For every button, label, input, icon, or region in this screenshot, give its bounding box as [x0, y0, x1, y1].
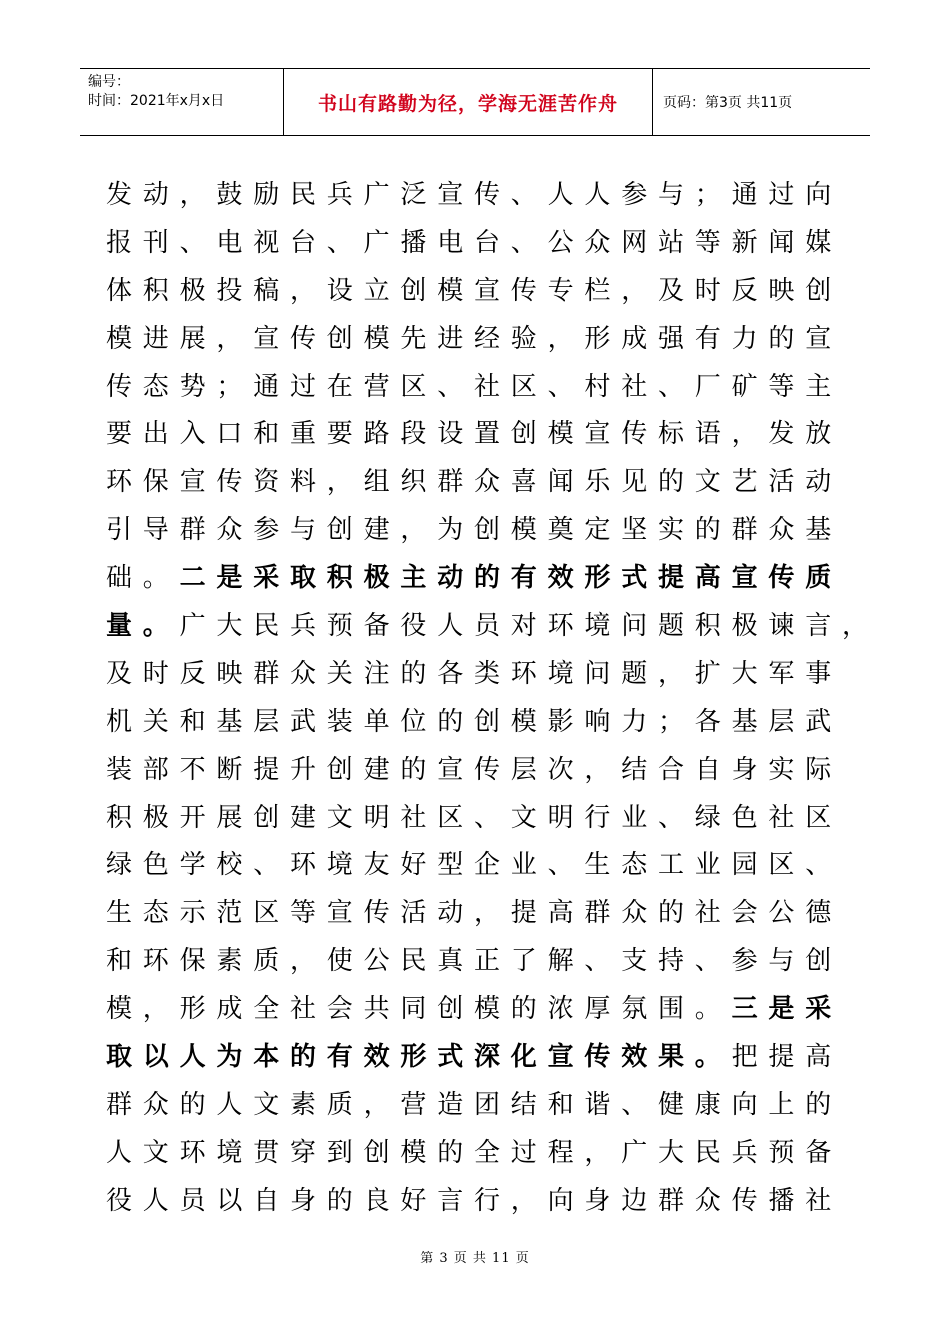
text-line: 装部不断提升创建的宣传层次，结合自身实际 [106, 754, 843, 785]
number-label: 编号： [88, 74, 130, 90]
text-line: 人文环境贯穿到创模的全过程，广大民兵预备 [106, 1137, 843, 1168]
page-header [80, 68, 870, 136]
text-line: 础。二是采取积极主动的有效形式提高宣传质 [106, 563, 843, 594]
text-line: 体积极投稿，设立创模宣传专栏，及时反映创 [106, 275, 843, 306]
text-line: 积极开展创建文明社区、文明行业、绿色社区 [106, 802, 843, 833]
header-page-code: 页码：第3页 共11页 [663, 95, 793, 111]
text-line: 和环保素质，使公民真正了解、支持、参与创 [106, 946, 843, 977]
text-line: 群众的人文素质，营造团结和谐、健康向上的 [106, 1089, 843, 1120]
text-line: 要出入口和重要路段设置创模宣传标语，发放 [106, 419, 843, 450]
page-footer: 第 3 页 共 11 页 [420, 1251, 530, 1266]
text-line: 绿色学校、环境友好型企业、生态工业园区、 [106, 850, 843, 881]
text-line: 及时反映群众关注的各类环境问题，扩大军事 [106, 658, 843, 689]
text-line: 报刊、电视台、广播电台、公众网站等新闻媒 [106, 227, 843, 258]
header-motto: 书山有路勤为径，学海无涯苦作舟 [283, 69, 653, 135]
header-meta [80, 69, 283, 135]
text-line: 取以人为本的有效形式深化宣传效果。把提高 [106, 1042, 843, 1073]
bold-heading: 取以人为本的有效形式深化宣传效果。 [106, 1042, 732, 1073]
text-line: 环保宣传资料，组织群众喜闻乐见的文艺活动 [106, 467, 843, 498]
bold-heading: 二是采取积极主动的有效形式提高宣传质 [179, 563, 843, 594]
text-line: 机关和基层武装单位的创模影响力；各基层武 [106, 706, 843, 737]
text-line: 役人员以自身的良好言行，向身边群众传播社 [106, 1185, 843, 1216]
body-text [106, 172, 879, 1226]
text-line: 引导群众参与创建，为创模奠定坚实的群众基 [106, 515, 843, 546]
text-line: 模进展，宣传创模先进经验，形成强有力的宣 [106, 323, 843, 354]
bold-heading: 量。 [106, 611, 180, 642]
text-line: 生态示范区等宣传活动，提高群众的社会公德 [106, 898, 843, 929]
text-line: 量。广大民兵预备役人员对环境问题积极谏言， [106, 611, 879, 642]
text-line: 发动，鼓励民兵广泛宣传、人人参与；通过向 [106, 180, 843, 210]
text-line: 传态势；通过在营区、社区、村社、厂矿等主 [106, 371, 843, 402]
text-line: 模，形成全社会共同创模的浓厚氛围。三是采 [106, 994, 843, 1025]
time-label: 时间：2021年x月x日 [88, 93, 225, 109]
bold-heading: 三是采 [731, 994, 843, 1025]
